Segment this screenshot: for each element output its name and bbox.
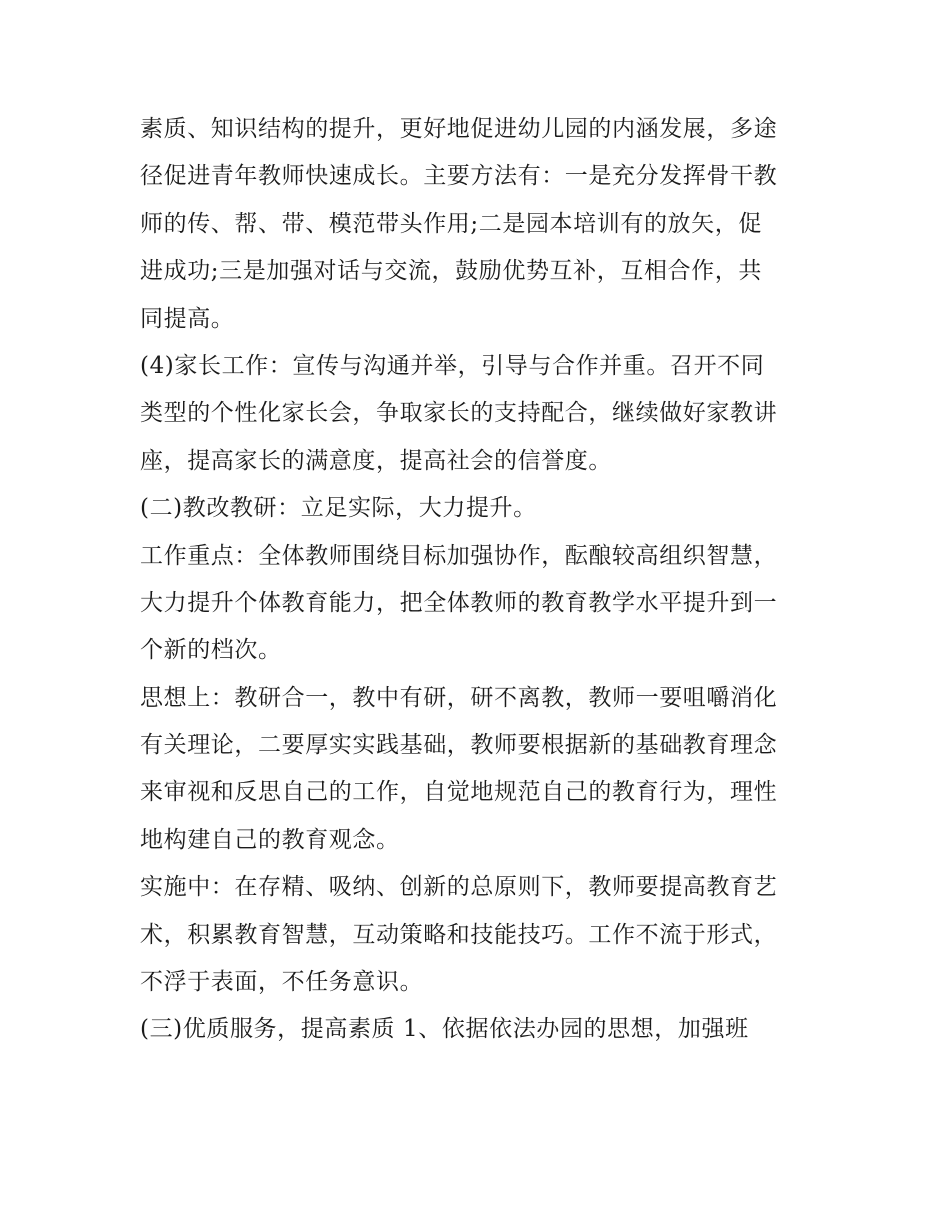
paragraph bbox=[140, 533, 820, 675]
text-line: 座，提高家长的满意度，提高社会的信誉度。 bbox=[140, 447, 612, 474]
text-line: 进成功;三是加强对话与交流，鼓励优势互补，互相合作，共 bbox=[140, 258, 762, 285]
text-line: 工作重点：全体教师围绕目标加强协作，酝酿较高组织智慧， bbox=[140, 542, 778, 569]
document-body bbox=[140, 106, 820, 1054]
text-line: 素质、知识结构的提升，更好地促进幼儿园的内涵发展，多途 bbox=[140, 116, 778, 142]
text-line: 不浮于表面，不任务意识。 bbox=[140, 969, 424, 996]
text-line: 同提高。 bbox=[140, 305, 235, 332]
text-line: 有关理论，二要厚实实践基础，教师要根据新的基础教育理念 bbox=[140, 732, 778, 759]
text-line: 地构建自己的教育观念。 bbox=[140, 826, 400, 853]
text-line: 思想上：教研合一，教中有研，研不离教，教师一要咀嚼消化 bbox=[140, 684, 778, 711]
text-line: 大力提升个体教育能力，把全体教师的教育教学水平提升到一 bbox=[140, 589, 778, 616]
paragraph bbox=[140, 675, 820, 865]
text-line: 个新的档次。 bbox=[140, 637, 282, 664]
section-heading bbox=[140, 485, 820, 532]
text-line: 类型的个性化家长会，争取家长的支持配合，继续做好家教讲 bbox=[140, 400, 778, 427]
text-line: (4)家长工作：宣传与沟通并举，引导与合作并重。召开不同 bbox=[140, 352, 765, 379]
text-line: 实施中：在存精、吸纳、创新的总原则下，教师要提高教育艺 bbox=[140, 874, 778, 901]
text-line: 径促进青年教师快速成长。主要方法有：一是充分发挥骨干教 bbox=[140, 163, 778, 190]
text-line: (二)教改教研：立足实际，大力提升。 bbox=[140, 495, 537, 522]
text-line: 术，积累教育智慧，互动策略和技能技巧。工作不流于形式， bbox=[140, 921, 778, 948]
text-line: (三)优质服务，提高素质 1、依据依法办园的思想，加强班 bbox=[140, 1016, 749, 1043]
paragraph bbox=[140, 343, 820, 485]
paragraph bbox=[140, 106, 820, 343]
text-line: 来审视和反思自己的工作，自觉地规范自己的教育行为，理性 bbox=[140, 779, 778, 806]
section-heading bbox=[140, 1006, 820, 1053]
text-line: 师的传、帮、带、模范带头作用;二是园本培训有的放矢，促 bbox=[140, 210, 762, 237]
paragraph bbox=[140, 864, 820, 1006]
